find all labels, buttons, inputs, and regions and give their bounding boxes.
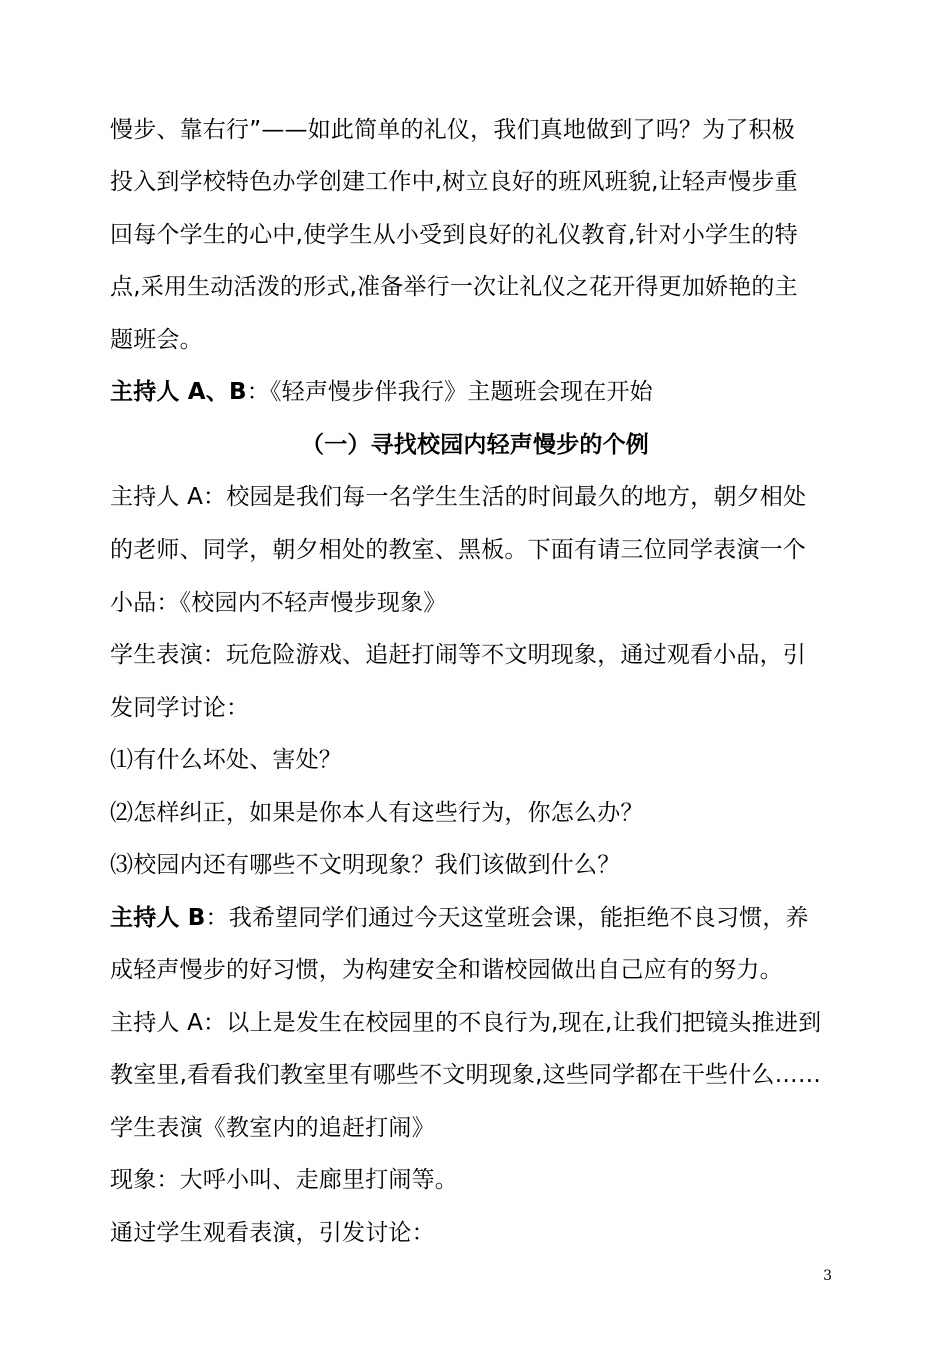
host-ab-text: ：《轻声慢步伴我行》主题班会现在开始 [246,379,653,405]
performance-line: 学生表演：玩危险游戏、追赶打闹等不文明现象，通过观看小品，引 [110,642,806,668]
question-item: ⑵怎样纠正，如果是你本人有这些行为，你怎么办？ [110,800,644,826]
page-number: 3 [823,1268,832,1284]
host-a-line: 主持人 A：校园是我们每一名学生生活的时间最久的地方，朝夕相处 [110,484,807,510]
host-b-label: 主持人 B [110,905,206,931]
host-ab-line [110,377,835,407]
paragraph-line: 回每个学生的心中,使学生从小受到良好的礼仪教育,针对小学生的特 [110,222,798,248]
paragraph-line: 点,采用生动活泼的形式,准备举行一次让礼仪之花开得更加娇艳的主 [110,274,798,300]
host-b-text: ：我希望同学们通过今天这堂班会课，能拒绝不良习惯，养 [205,905,809,931]
performance-line: 学生表演《教室内的追赶打闹》 [110,1115,435,1141]
discussion-line: 通过学生观看表演，引发讨论： [110,1220,435,1246]
host-a-line: 主持人 A：以上是发生在校园里的不良行为,现在,让我们把镜头推进到 [110,1010,822,1036]
host-a-line: 教室里,看看我们教室里有哪些不文明现象,这些同学都在干些什么…… [110,1062,822,1088]
paragraph-line: 投入到学校特色办学创建工作中,树立良好的班风班貌,让轻声慢步重 [110,169,798,195]
host-b-line: 成轻声慢步的好习惯，为构建安全和谐校园做出自己应有的努力。 [110,957,783,983]
paragraph-line: 题班会。 [110,327,203,353]
host-b-line [110,903,835,933]
paragraph-line: 慢步、靠右行”——如此简单的礼仪，我们真地做到了吗？为了积极 [110,117,795,143]
question-item: ⑶校园内还有哪些不文明现象？我们该做到什么？ [110,852,621,878]
phenomenon-line: 现象：大呼小叫、走廊里打闹等。 [110,1167,458,1193]
performance-line: 发同学讨论： [110,695,250,721]
question-item: ⑴有什么坏处、害处？ [110,747,342,773]
host-a-line: 小品：《校园内不轻声慢步现象》 [110,590,447,616]
host-a-line: 的老师、同学，朝夕相处的教室、黑板。下面有请三位同学表演一个 [110,537,806,563]
host-ab-label: 主持人 A、B [110,379,247,405]
section-title: （一）寻找校园内轻声慢步的个例 [301,432,649,458]
